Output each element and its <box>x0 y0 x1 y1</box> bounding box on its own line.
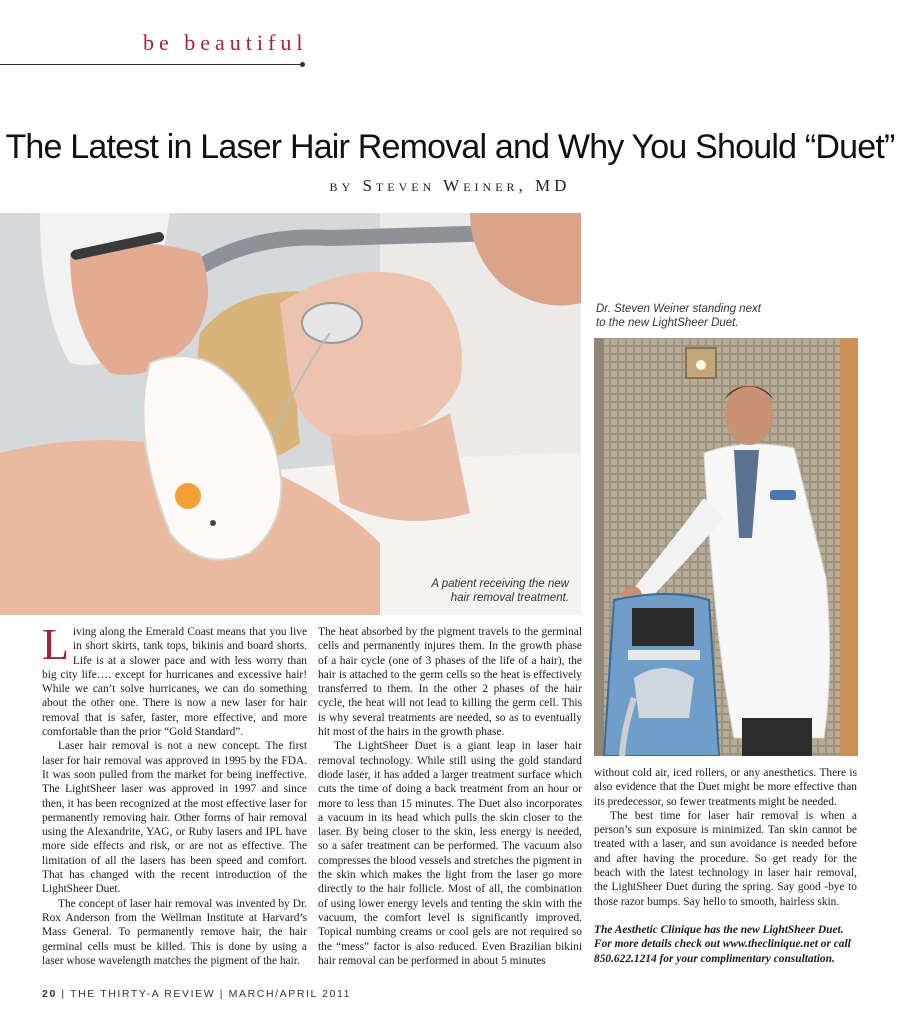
paragraph <box>42 620 307 739</box>
article-column-1 <box>42 620 307 968</box>
paragraph: The best time for laser hair removal is when a person’s sun exposure is minimized. Tan skin cannot be treated with a laser, and sun avoidance is needed before and after having the procedure. So get ready for the beach with the latest technology in laser hair removal, the LightSheer Duet during the spring. Say good -bye to those razor bumps. Say hello to smooth, hairless skin. <box>594 809 857 908</box>
hero-caption <box>431 577 569 605</box>
section-tag: be beautiful <box>143 30 308 55</box>
paragraph: without cold air, iced rollers, or any anesthetics. There is also evidence that the Duet might be more effective than its predecessor, so fewer treatments might be needed. <box>594 767 857 808</box>
publication-name: THE THIRTY-A REVIEW <box>70 988 216 1000</box>
article-column-2 <box>318 625 582 968</box>
page-number: 20 <box>42 988 57 1000</box>
paragraph: The heat absorbed by the pigment travels to the germinal cells and permanently injures them. In the growth phase of a hair cycle (one of 3 phases of the life of a hair), the hair is attached to the germ cells so the heat is effectively transferred to them. In the other 2 phases of the hair cycle, the heat will not lead to killing the germ cell. This is why several treatments are needed, so as to eventually hit most of the hairs in the growth phase. <box>318 626 582 739</box>
hero-caption-line-1: A patient receiving the new <box>431 578 569 590</box>
hero-photo <box>0 213 581 615</box>
drop-cap: L <box>42 620 69 669</box>
footer-separator: | <box>219 988 225 1000</box>
side-caption-line-1: Dr. Steven Weiner standing next <box>596 303 761 315</box>
article-column-3 <box>594 766 857 966</box>
hero-illustration <box>0 213 581 615</box>
article-byline: by Steven Weiner, MD <box>329 176 571 195</box>
hero-caption-line-2: hair removal treatment. <box>450 592 569 604</box>
paragraph: Laser hair removal is not a new concept. The first laser for hair removal was approved in 1995 by the FDA. It was soon pulled from the market for being ineffective. The LightSheer laser was approved in 1997 and since then, it has been recognized at the most effective laser for permanently removing hair. Other forms of hair removal using the Alexandrite, YAG, or Ruby lasers and IPL have more side effects and risk, or are not as effective. The limitation of all the lasers has been speed and comfort. That has changed with the recent introduction of the LightSheer Duet. <box>42 740 307 896</box>
paragraph: The LightSheer Duet is a giant leap in laser hair removal technology. While still using the gold standard diode laser, it has added a larger treatment surface which cuts the time of doing a back treatment from an hour or more to less than 15 minutes. The Duet also incorporates a vacuum in its head which pulls the skin closer to the laser. By being closer to the skin, less energy is needed, so a safer treatment can be performed. The vacuum also compresses the blood vessels and stretches the pigment in the skin which makes the light from the laser go more directly to the hair follicle. Most of all, the combination of using lower energy levels and tenting the skin with the vacuum, the comfort level is significantly improved. Topical numbing creams or cool gels are not required so the “mess” factor is also reduced. Even Brazilian bikini hair removal can be performed in about 5 minutes <box>318 740 582 967</box>
promo-note: The Aesthetic Clinique has the new LightSheer Duet. For more details check out www.theclinique.net or call 850.622.1214 for your complimentary consultation. <box>594 923 851 965</box>
issue-date: MARCH/APRIL 2011 <box>228 988 352 1000</box>
doctor-illustration <box>594 338 858 756</box>
side-photo-caption <box>596 302 836 330</box>
article-headline: The Latest in Laser Hair Removal and Why You Should “Duet” <box>5 128 895 166</box>
paragraph: The concept of laser hair removal was invented by Dr. Rox Anderson from the Wellman Institute at Harvard’s Mass General. To permanently remove hair, the hair germinal cells must be killed. This is done by using a laser whose wavelength matches the pigment of the hair. <box>42 897 307 967</box>
doctor-photo <box>594 338 858 756</box>
side-caption-line-2: to the new LightSheer Duet. <box>596 317 739 329</box>
section-rule <box>0 64 302 65</box>
paragraph-text: iving along the Emerald Coast means that you live in short skirts, tank tops, bikinis and board shorts. Life is at a slower pace and with less worry than big city life…. except for hurricanes and excessive hair! While we can’t solve hurricanes, we can do something about the other one. There is now a new laser for hair removal that is safer, faster, more effective, and more comfortable than the prior “Gold Standard”. <box>42 626 307 739</box>
section-rule-dot <box>300 62 305 67</box>
page-footer <box>42 988 351 1000</box>
footer-separator: | <box>61 988 66 1000</box>
